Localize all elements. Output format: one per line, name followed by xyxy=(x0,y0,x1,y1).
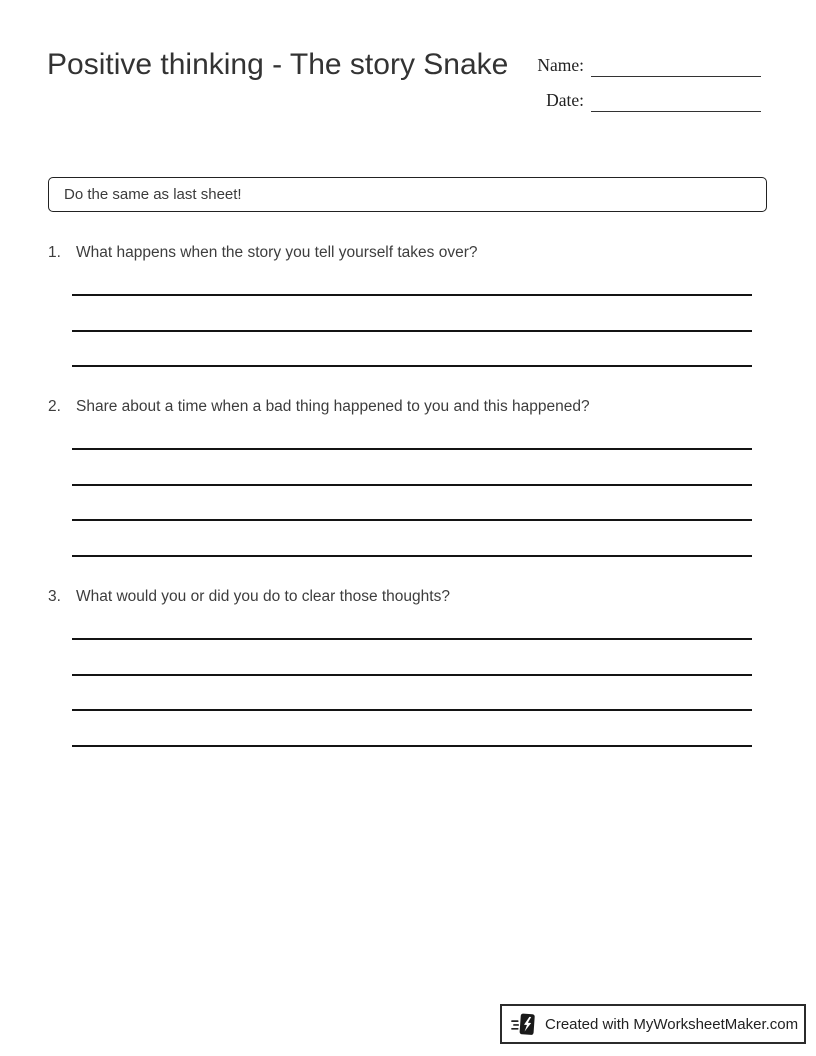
question-1-number: 1. xyxy=(48,244,61,261)
answer-line xyxy=(72,521,752,557)
question-2 xyxy=(48,396,768,557)
question-3 xyxy=(48,586,768,747)
answer-line xyxy=(72,486,752,522)
question-1-text: What happens when the story you tell yourself takes over? xyxy=(76,244,478,261)
date-blank-line xyxy=(591,86,761,112)
date-row xyxy=(529,84,769,112)
question-3-number: 3. xyxy=(48,588,61,605)
name-row xyxy=(529,49,769,77)
question-3-row xyxy=(48,586,768,607)
answer-line xyxy=(72,640,752,676)
name-date-block xyxy=(529,49,769,119)
worksheet-lightning-logo-icon xyxy=(511,1011,538,1038)
name-blank-line xyxy=(591,51,761,77)
page-title: Positive thinking - The story Snake xyxy=(47,48,509,81)
question-1-row xyxy=(48,242,768,263)
credit-badge[interactable] xyxy=(500,1004,806,1044)
answer-line xyxy=(72,607,752,640)
question-2-text: Share about a time when a bad thing happened to you and this happened? xyxy=(76,398,590,415)
question-2-answer-lines xyxy=(72,417,752,557)
credit-text: Created with MyWorksheetMaker.com xyxy=(545,1015,799,1033)
question-2-number: 2. xyxy=(48,398,61,415)
answer-line xyxy=(72,676,752,712)
answer-line xyxy=(72,296,752,332)
instructions-box xyxy=(48,177,767,212)
answer-line xyxy=(72,332,752,368)
question-3-answer-lines xyxy=(72,607,752,747)
question-3-text: What would you or did you do to clear those thoughts? xyxy=(76,588,450,605)
date-label: Date: xyxy=(546,90,584,110)
answer-line xyxy=(72,711,752,747)
answer-line xyxy=(72,263,752,296)
name-label: Name: xyxy=(537,55,584,75)
instructions-text: Do the same as last sheet! xyxy=(64,186,242,203)
question-1 xyxy=(48,242,768,367)
answer-line xyxy=(72,417,752,450)
answer-line xyxy=(72,450,752,486)
question-2-row xyxy=(48,396,768,417)
question-1-answer-lines xyxy=(72,263,752,367)
